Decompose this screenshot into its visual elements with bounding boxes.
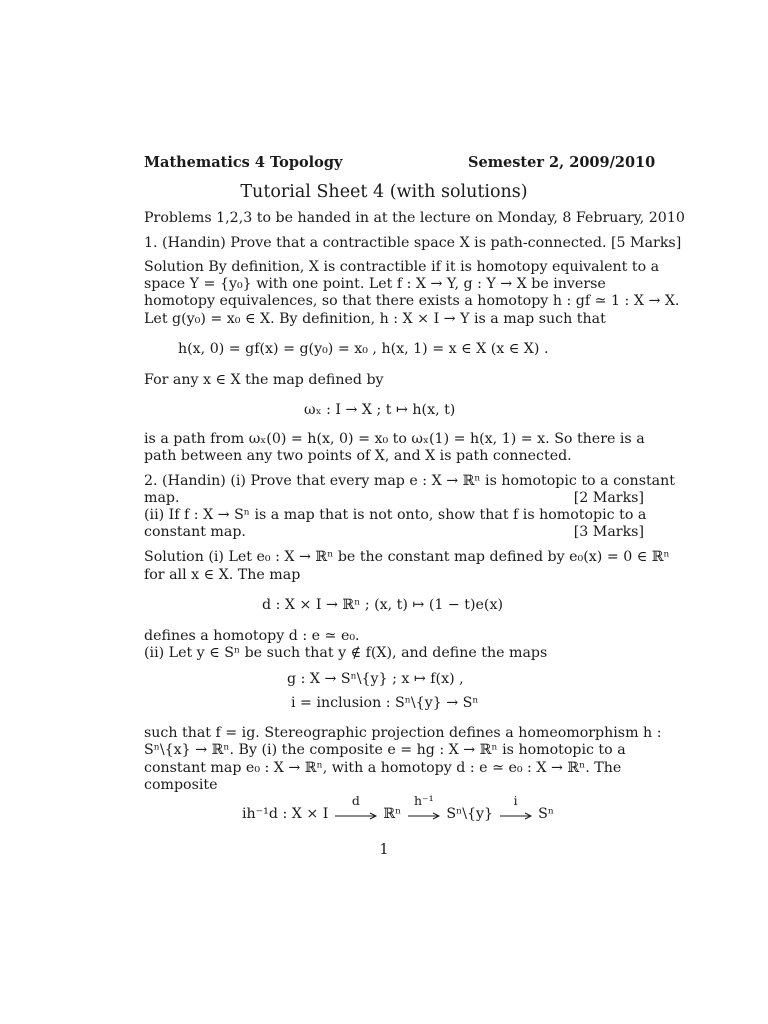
q2-part2-text: constant map.	[144, 524, 246, 540]
q2-part2-line-2	[144, 523, 644, 541]
q2-display-g: g : X → Sⁿ\{y} ; x ↦ f(x) ,	[287, 671, 464, 687]
q2-closing-line-3: constant map e₀ : X → ℝⁿ, with a homotopy d : e ≃ e₀ : X → ℝⁿ. The	[144, 760, 622, 776]
q1-closing-line-1: is a path from ωₓ(0) = h(x, 0) = x₀ to ωₓ(1) = h(x, 1) = x. So there is a	[144, 431, 645, 447]
q2-display-d: d : X × I → ℝⁿ ; (x, t) ↦ (1 − t)e(x)	[262, 597, 504, 613]
q1-solution-line-1: Solution By definition, X is contractible if it is homotopy equivalent to a	[144, 259, 660, 275]
arrow-i-icon	[498, 805, 534, 823]
q1-line-after: For any x ∈ X the map defined by	[144, 372, 384, 388]
q2-solution-line-2: for all x ∈ X. The map	[144, 567, 301, 583]
q1-display-path: ωₓ : I → X ; t ↦ h(x, t)	[304, 402, 456, 418]
composite-mid-2: Sⁿ\{y}	[446, 806, 494, 822]
arrow-d-icon	[333, 805, 379, 823]
course-title: Mathematics 4 Topology	[144, 154, 343, 171]
arrow-d-label: d	[351, 793, 360, 808]
q2-part-ii-line: (ii) Let y ∈ Sⁿ be such that y ∉ f(X), and define the maps	[144, 645, 548, 661]
arrow-hinv-label: h⁻¹	[414, 793, 434, 808]
q2-part1-line-1: 2. (Handin) (i) Prove that every map e : X → ℝⁿ is homotopic to a constant	[144, 473, 675, 489]
composite-mid-1: ℝⁿ	[383, 806, 402, 822]
q2-composite-display	[242, 793, 554, 823]
q2-part2-line-1: (ii) If f : X → Sⁿ is a map that is not onto, show that f is homotopic to a	[144, 507, 647, 523]
arrow-hinv	[406, 793, 442, 823]
q2-closing-line-1: such that f = ig. Stereographic projection defines a homeomorphism h :	[144, 725, 662, 741]
q2-part1-text: map.	[144, 490, 180, 506]
q1-display-homotopy: h(x, 0) = gf(x) = g(y₀) = x₀ , h(x, 1) = x ∈ X (x ∈ X) .	[178, 341, 549, 357]
arrow-hinv-icon	[406, 805, 442, 823]
q2-solution-line-1: Solution (i) Let e₀ : X → ℝⁿ be the constant map defined by e₀(x) = 0 ∈ ℝⁿ	[144, 549, 670, 565]
q2-part1-marks: [2 Marks]	[573, 490, 644, 506]
q1-solution-line-2: space Y = {y₀} with one point. Let f : X → Y, g : Y → X be inverse	[144, 276, 606, 292]
q2-part1-line-2	[144, 489, 644, 507]
composite-lhs: ih⁻¹d : X × I	[242, 806, 329, 822]
q1-solution-line-4: Let g(y₀) = x₀ ∈ X. By definition, h : X × I → Y is a map such that	[144, 311, 606, 327]
q2-defines-line: defines a homotopy d : e ≃ e₀.	[144, 628, 360, 644]
q1-statement: 1. (Handin) Prove that a contractible space X is path-connected. [5 Marks]	[144, 235, 682, 251]
semester-label: Semester 2, 2009/2010	[468, 154, 656, 171]
page-number: 1	[379, 842, 389, 858]
q2-closing-line-2: Sⁿ\{x} → ℝⁿ. By (i) the composite e = hg : X → ℝⁿ is homotopic to a	[144, 742, 626, 758]
arrow-i-label: i	[513, 793, 518, 808]
q1-closing-line-2: path between any two points of X, and X is path connected.	[144, 448, 572, 464]
q2-closing-line-4: composite	[144, 777, 218, 793]
composite-end: Sⁿ	[538, 806, 554, 822]
q2-part2-marks: [3 Marks]	[573, 524, 644, 540]
intro-line: Problems 1,2,3 to be handed in at the lecture on Monday, 8 February, 2010	[144, 210, 685, 226]
q2-display-i: i = inclusion : Sⁿ\{y} → Sⁿ	[291, 695, 479, 711]
q1-solution-line-3: homotopy equivalences, so that there exists a homotopy h : gf ≃ 1 : X → X.	[144, 293, 680, 309]
sheet-title: Tutorial Sheet 4 (with solutions)	[240, 182, 528, 202]
arrow-d	[333, 793, 379, 823]
arrow-i	[498, 793, 534, 823]
